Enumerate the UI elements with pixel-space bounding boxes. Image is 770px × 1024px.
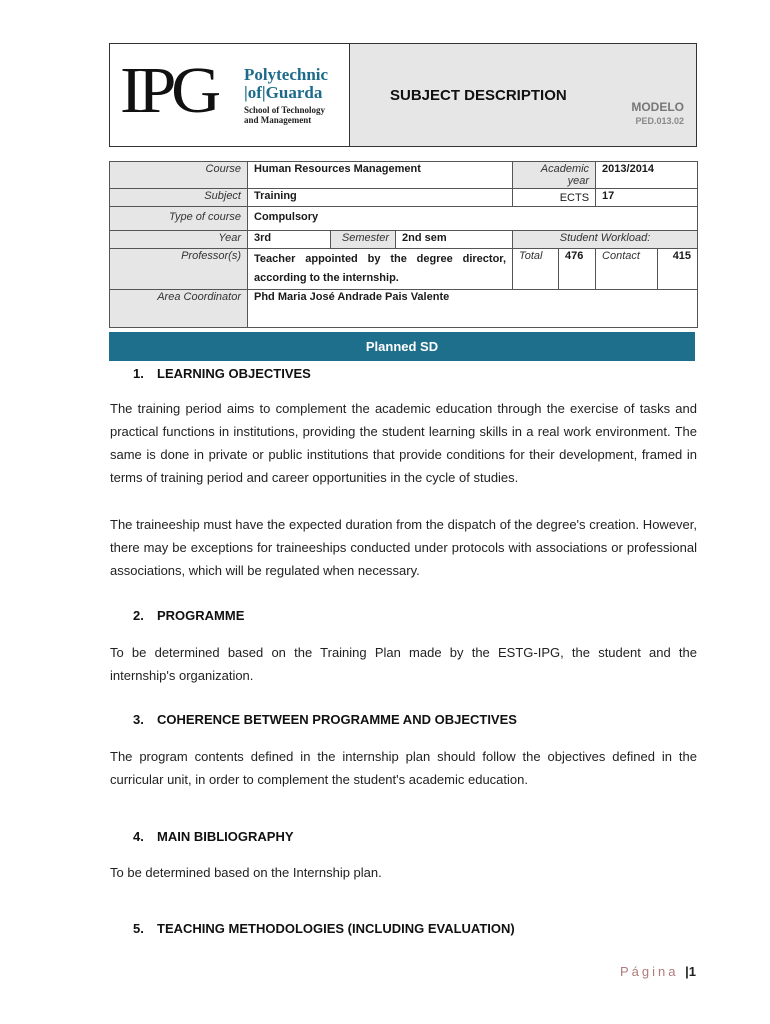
section-heading-2	[133, 608, 244, 623]
section-number: 4.	[133, 829, 144, 844]
page-title: SUBJECT DESCRIPTION	[390, 87, 567, 104]
professor-line2: according to the internship.	[254, 272, 399, 284]
course-label: Course	[110, 162, 248, 189]
page-number: |1	[685, 964, 696, 979]
section-heading-3	[133, 712, 517, 727]
academic-year-value: 2013/2014	[596, 162, 698, 189]
professor-value	[248, 249, 513, 290]
ects-value: 17	[596, 189, 698, 207]
contact-label: Contact	[596, 249, 658, 290]
contact-value: 415	[658, 249, 698, 290]
section-title: PROGRAMME	[157, 608, 245, 623]
year-value: 3rd	[248, 231, 331, 249]
logo-text-line2: |of|Guarda	[244, 83, 323, 102]
workload-label: Student Workload:	[513, 231, 698, 249]
subject-label: Subject	[110, 189, 248, 207]
course-value: Human Resources Management	[248, 162, 513, 189]
section-1-paragraph-2: The traineeship must have the expected duration from the dispatch of the degree's creation. However, there may be exceptions for traineeships conducted under protocols with associations or professional associations, which will be regulated when necessary.	[110, 517, 697, 578]
section-number: 3.	[133, 712, 144, 727]
semester-value: 2nd sem	[396, 231, 513, 249]
total-label: Total	[513, 249, 559, 290]
subject-info-table	[109, 161, 697, 328]
ipg-logo	[110, 44, 350, 146]
section-2-paragraph: To be determined based on the Training Plan made by the ESTG-IPG, the student and the internship's organization.	[110, 645, 697, 683]
type-value: Compulsory	[248, 207, 698, 231]
type-label: Type of course	[110, 207, 248, 231]
professor-label: Professor(s)	[110, 249, 248, 290]
coordinator-label: Area Coordinator	[110, 290, 248, 328]
logo-text-line3: School of Technology	[244, 105, 326, 115]
page-label: Página	[620, 964, 679, 979]
semester-label: Semester	[331, 231, 396, 249]
professor-line1: Teacher appointed by the degree director,	[254, 253, 507, 265]
section-heading-1	[133, 366, 311, 381]
section-number: 5.	[133, 921, 144, 936]
document-header	[109, 43, 697, 147]
section-heading-4	[133, 829, 294, 844]
logo-initials: IPG	[120, 54, 216, 127]
section-number: 2.	[133, 608, 144, 623]
logo-text-line1: Polytechnic	[244, 65, 329, 84]
section-title: COHERENCE BETWEEN PROGRAMME AND OBJECTIVES	[157, 712, 517, 727]
section-title: TEACHING METHODOLOGIES (INCLUDING EVALUATION)	[157, 921, 515, 936]
section-3-paragraph: The program contents defined in the internship plan should follow the objectives defined in the curricular unit, in order to complement the student's academic education.	[110, 749, 697, 787]
year-label: Year	[110, 231, 248, 249]
section-title: MAIN BIBLIOGRAPHY	[157, 829, 294, 844]
subject-value: Training	[248, 189, 513, 207]
section-heading-5	[133, 921, 515, 936]
form-code: PED.013.02	[635, 116, 684, 126]
academic-year-label: Academic year	[513, 162, 596, 189]
coordinator-value: Phd Maria José Andrade Pais Valente	[248, 290, 698, 328]
ects-label: ECTS	[513, 189, 596, 207]
section-title: LEARNING OBJECTIVES	[157, 366, 311, 381]
modelo-label: MODELO	[631, 100, 684, 114]
page-footer	[620, 964, 696, 979]
logo-text-line4: and Management	[244, 115, 312, 125]
section-1-paragraph-1: The training period aims to complement the academic education through the exercise of tasks and practical functions in institutions, providing the student learning skills in a real work environment. The same is done in private or public institutions that provide conditions for their development, framed in terms of training period and career opportunities in the cycle of studies.	[110, 401, 697, 485]
planned-sd-banner: Planned SD	[109, 332, 695, 361]
header-title-cell	[350, 44, 696, 146]
section-number: 1.	[133, 366, 144, 381]
section-4-paragraph: To be determined based on the Internship plan.	[110, 865, 382, 880]
total-value: 476	[559, 249, 596, 290]
